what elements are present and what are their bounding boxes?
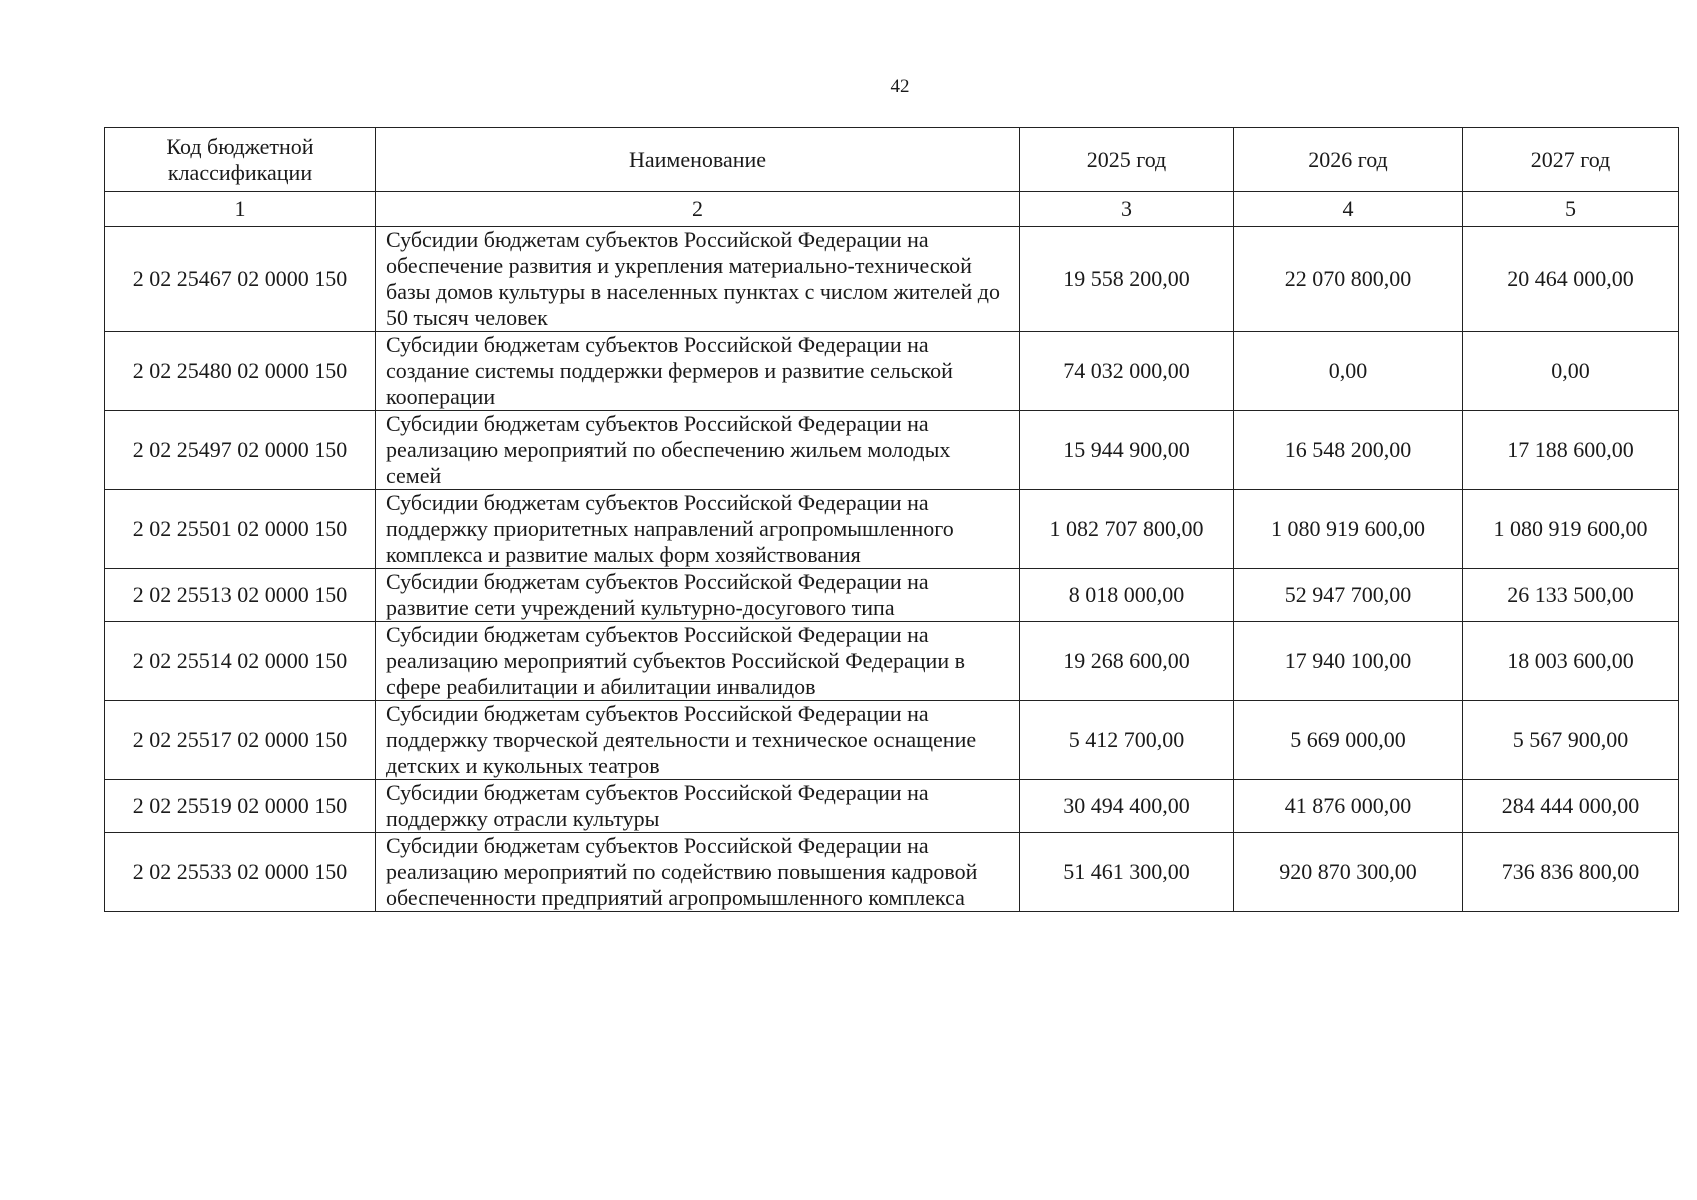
budget-code-cell: 2 02 25513 02 0000 150 — [105, 569, 376, 622]
amount-2027-cell: 17 188 600,00 — [1463, 411, 1679, 490]
table-row — [105, 833, 1679, 912]
budget-code-cell: 2 02 25480 02 0000 150 — [105, 332, 376, 411]
amount-2025-cell: 30 494 400,00 — [1020, 780, 1234, 833]
column-number: 1 — [105, 192, 376, 227]
subsidy-name-cell: Субсидии бюджетам субъектов Российской Федерации на реализацию мероприятий по содействию повышения кадровой обеспеченности предприятий агропромышленного комплекса — [376, 833, 1020, 912]
column-number: 3 — [1020, 192, 1234, 227]
header-2027: 2027 год — [1463, 128, 1679, 192]
table-row — [105, 622, 1679, 701]
subsidy-name-cell: Субсидии бюджетам субъектов Российской Федерации на поддержку отрасли культуры — [376, 780, 1020, 833]
subsidy-name-cell: Субсидии бюджетам субъектов Российской Федерации на создание системы поддержки фермеров и развитие сельской кооперации — [376, 332, 1020, 411]
column-number: 5 — [1463, 192, 1679, 227]
budget-code-cell: 2 02 25514 02 0000 150 — [105, 622, 376, 701]
amount-2025-cell: 19 268 600,00 — [1020, 622, 1234, 701]
amount-2027-cell: 736 836 800,00 — [1463, 833, 1679, 912]
column-number: 2 — [376, 192, 1020, 227]
header-2026: 2026 год — [1234, 128, 1463, 192]
subsidy-name-cell: Субсидии бюджетам субъектов Российской Федерации на развитие сети учреждений культурно-досугового типа — [376, 569, 1020, 622]
header-code: Код бюджетной классификации — [105, 128, 376, 192]
amount-2027-cell: 284 444 000,00 — [1463, 780, 1679, 833]
page-number: 42 — [890, 76, 910, 97]
budget-code-cell: 2 02 25533 02 0000 150 — [105, 833, 376, 912]
table-row — [105, 780, 1679, 833]
amount-2026-cell: 17 940 100,00 — [1234, 622, 1463, 701]
amount-2025-cell: 15 944 900,00 — [1020, 411, 1234, 490]
budget-code-cell: 2 02 25501 02 0000 150 — [105, 490, 376, 569]
subsidy-name-cell: Субсидии бюджетам субъектов Российской Федерации на поддержку приоритетных направлений агропромышленного комплекса и развитие малых форм хозяйствования — [376, 490, 1020, 569]
column-number: 4 — [1234, 192, 1463, 227]
amount-2026-cell: 22 070 800,00 — [1234, 227, 1463, 332]
amount-2026-cell: 16 548 200,00 — [1234, 411, 1463, 490]
amount-2026-cell: 0,00 — [1234, 332, 1463, 411]
table-row — [105, 227, 1679, 332]
amount-2027-cell: 5 567 900,00 — [1463, 701, 1679, 780]
amount-2026-cell: 5 669 000,00 — [1234, 701, 1463, 780]
amount-2025-cell: 1 082 707 800,00 — [1020, 490, 1234, 569]
amount-2027-cell: 1 080 919 600,00 — [1463, 490, 1679, 569]
table-header-row — [105, 128, 1679, 192]
budget-code-cell: 2 02 25517 02 0000 150 — [105, 701, 376, 780]
budget-code-cell: 2 02 25519 02 0000 150 — [105, 780, 376, 833]
amount-2026-cell: 1 080 919 600,00 — [1234, 490, 1463, 569]
amount-2025-cell: 19 558 200,00 — [1020, 227, 1234, 332]
subsidy-name-cell: Субсидии бюджетам субъектов Российской Федерации на поддержку творческой деятельности и техническое оснащение детских и кукольных театров — [376, 701, 1020, 780]
table-row — [105, 332, 1679, 411]
amount-2025-cell: 5 412 700,00 — [1020, 701, 1234, 780]
column-number-row — [105, 192, 1679, 227]
amount-2027-cell: 20 464 000,00 — [1463, 227, 1679, 332]
budget-code-cell: 2 02 25497 02 0000 150 — [105, 411, 376, 490]
subsidy-name-cell: Субсидии бюджетам субъектов Российской Федерации на реализацию мероприятий по обеспечению жильем молодых семей — [376, 411, 1020, 490]
header-2025: 2025 год — [1020, 128, 1234, 192]
subsidy-name-cell: Субсидии бюджетам субъектов Российской Федерации на реализацию мероприятий субъектов Российской Федерации в сфере реабилитации и абилитации инвалидов — [376, 622, 1020, 701]
amount-2025-cell: 51 461 300,00 — [1020, 833, 1234, 912]
amount-2026-cell: 920 870 300,00 — [1234, 833, 1463, 912]
amount-2026-cell: 52 947 700,00 — [1234, 569, 1463, 622]
amount-2027-cell: 0,00 — [1463, 332, 1679, 411]
amount-2027-cell: 18 003 600,00 — [1463, 622, 1679, 701]
amount-2025-cell: 74 032 000,00 — [1020, 332, 1234, 411]
budget-code-cell: 2 02 25467 02 0000 150 — [105, 227, 376, 332]
budget-revenue-table — [104, 127, 1679, 912]
table-row — [105, 569, 1679, 622]
header-name: Наименование — [376, 128, 1020, 192]
amount-2026-cell: 41 876 000,00 — [1234, 780, 1463, 833]
amount-2027-cell: 26 133 500,00 — [1463, 569, 1679, 622]
table-row — [105, 411, 1679, 490]
table-row — [105, 701, 1679, 780]
amount-2025-cell: 8 018 000,00 — [1020, 569, 1234, 622]
table-row — [105, 490, 1679, 569]
subsidy-name-cell: Субсидии бюджетам субъектов Российской Федерации на обеспечение развития и укрепления материально-технической базы домов культуры в населенных пунктах с числом жителей до 50 тысяч человек — [376, 227, 1020, 332]
